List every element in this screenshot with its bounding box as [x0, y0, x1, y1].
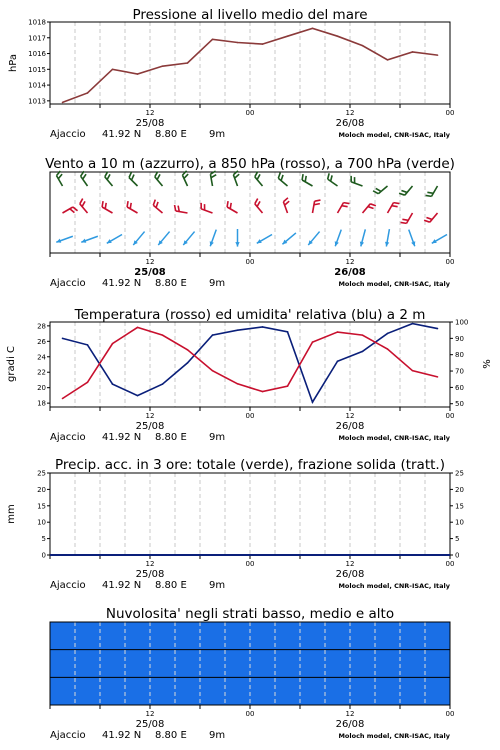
- cloud-cell: [350, 622, 376, 650]
- y-tick-label-right: 100: [455, 318, 469, 327]
- wind-arrow-head: [235, 242, 239, 247]
- cloud-cell: [100, 650, 126, 678]
- cloud-cell: [200, 677, 226, 705]
- y-tick-label: 1017: [28, 34, 46, 43]
- humidity-line-point: [337, 360, 339, 362]
- date-label: 26/08: [335, 719, 365, 730]
- wind-barb-feather: [153, 200, 155, 206]
- y-tick-label: 0: [41, 551, 46, 560]
- location-alt: 9m: [209, 432, 226, 443]
- wind-barb-feather: [257, 201, 260, 206]
- plot-frame: [50, 22, 450, 104]
- x-tick-label: 12: [145, 258, 155, 266]
- pressure-line-point: [137, 73, 139, 75]
- cloud-cell: [425, 622, 451, 650]
- wind-barb-feather: [132, 175, 134, 180]
- location-lat: 41.92 N: [102, 730, 142, 741]
- cloud-cell: [175, 677, 201, 705]
- wind-barb-feather: [285, 201, 290, 205]
- cloud-cell: [275, 650, 301, 678]
- wind-barb-feather: [305, 176, 306, 182]
- humidity-line-point: [212, 334, 214, 336]
- cloud-cell: [250, 677, 276, 705]
- wind-barb-feather: [156, 202, 158, 208]
- x-tick-label: 00: [245, 412, 255, 420]
- cloud-cell: [50, 622, 76, 650]
- cloud-cell: [275, 622, 301, 650]
- wind-barb-feather: [178, 206, 179, 212]
- location-lat: 41.92 N: [102, 278, 142, 289]
- y-tick-label-right: 15: [455, 502, 464, 511]
- cloud-cell: [425, 677, 451, 705]
- wind-barb-feather: [394, 203, 400, 204]
- wind-barb: [313, 201, 315, 213]
- pressure-line-point: [162, 65, 164, 67]
- y-tick-label: 28: [37, 322, 46, 331]
- y-axis-label: hPa: [8, 53, 19, 73]
- cloud-cell: [175, 622, 201, 650]
- temperature-line-point: [212, 370, 214, 372]
- y-tick-label: 22: [37, 368, 46, 377]
- wind-barb-feather: [184, 174, 188, 178]
- pressure-line-point: [62, 102, 64, 104]
- wind-barb-feather: [257, 174, 260, 179]
- y-tick-label: 25: [37, 469, 46, 478]
- y-tick-label-right: 90: [455, 334, 464, 343]
- date-label: 26/08: [334, 267, 366, 278]
- date-label: 25/08: [135, 719, 165, 730]
- wind-barb-feather: [344, 203, 350, 204]
- pressure-line-point: [287, 35, 289, 37]
- y-tick-label: 15: [37, 502, 46, 511]
- wind-barb: [102, 207, 112, 213]
- wind-barb-feather: [315, 200, 321, 201]
- cloud-cell: [150, 677, 176, 705]
- wind-barb-feather: [230, 203, 231, 209]
- wind-barb: [227, 207, 237, 213]
- cloud-cell: [50, 677, 76, 705]
- wind-barb: [176, 211, 188, 213]
- x-tick-label: 12: [345, 109, 355, 117]
- pressure-line-point: [312, 28, 314, 30]
- pressure-chart: [8, 7, 454, 140]
- x-tick-label: 00: [445, 109, 455, 117]
- cloud-cell: [400, 677, 426, 705]
- humidity-line-point: [137, 395, 139, 397]
- humidity-line-point: [312, 401, 314, 403]
- x-tick-label: 00: [245, 560, 255, 568]
- cloud-cell: [300, 622, 326, 650]
- wind-chart: [45, 156, 455, 289]
- temperature-line-point: [187, 349, 189, 351]
- precipitation-chart: [6, 457, 464, 591]
- x-tick-label: 00: [445, 710, 455, 718]
- temperature-line-point: [262, 391, 264, 393]
- wind-barb-feather: [127, 201, 128, 207]
- temperature-line-point: [162, 334, 164, 336]
- y-tick-label: 20: [37, 485, 46, 494]
- cloud-cell: [225, 622, 251, 650]
- date-label: 25/08: [135, 118, 165, 129]
- y-tick-label-right: 70: [455, 367, 464, 376]
- cloud-cell: [325, 677, 351, 705]
- wind-barb-feather: [401, 190, 407, 192]
- pressure-line-point: [87, 92, 89, 94]
- wind-arrow-head: [335, 241, 339, 246]
- location-name: Ajaccio: [50, 730, 86, 741]
- chart-title: Pressione al livello medio del mare: [132, 7, 368, 23]
- x-tick-label: 12: [345, 258, 355, 266]
- y-tick-label: 5: [41, 535, 46, 544]
- y-tick-label-right: 60: [455, 383, 464, 392]
- cloud-cell: [225, 677, 251, 705]
- model-credit: Moloch model, CNR-ISAC, Italy: [338, 732, 450, 740]
- cloud-cell: [100, 622, 126, 650]
- location-lon: 8.80 E: [155, 730, 187, 741]
- wind-arrow-head: [411, 241, 415, 246]
- wind-barb-feather: [283, 198, 288, 202]
- location-lat: 41.92 N: [102, 129, 142, 140]
- location-alt: 9m: [209, 580, 226, 591]
- location-name: Ajaccio: [50, 129, 86, 140]
- date-label: 26/08: [335, 118, 365, 129]
- cloud-cell: [375, 650, 401, 678]
- y-tick-label: 18: [37, 399, 46, 408]
- cloud-cell: [400, 650, 426, 678]
- model-credit: Moloch model, CNR-ISAC, Italy: [338, 280, 450, 288]
- humidity-line-point: [87, 344, 89, 346]
- wind-barb-feather: [175, 205, 176, 211]
- cloud-cell: [325, 650, 351, 678]
- pressure-line-point: [362, 45, 364, 47]
- y-tick-label-right: 20: [455, 485, 464, 494]
- x-tick-label: 00: [445, 258, 455, 266]
- y-tick-label-right: 5: [455, 535, 460, 544]
- y-tick-label-right: 80: [455, 351, 464, 360]
- location-lon: 8.80 E: [155, 278, 187, 289]
- cloud-cell: [250, 622, 276, 650]
- temperature-line-point: [287, 385, 289, 387]
- cloud-cell: [375, 677, 401, 705]
- cloud-cell: [350, 677, 376, 705]
- x-tick-label: 12: [345, 560, 355, 568]
- y-axis-label-right: %: [482, 359, 493, 369]
- x-tick-label: 12: [145, 412, 155, 420]
- wind-barb: [430, 213, 438, 222]
- wind-barb-feather: [157, 174, 160, 179]
- y-axis-label: mm: [6, 504, 17, 524]
- location-alt: 9m: [209, 129, 226, 140]
- x-tick-label: 00: [245, 109, 255, 117]
- wind-barb-feather: [370, 204, 376, 206]
- location-lat: 41.92 N: [102, 580, 142, 591]
- wind-barb-feather: [302, 174, 303, 180]
- temperature-line-point: [337, 331, 339, 333]
- wind-barb: [129, 178, 137, 186]
- cloud-cell: [300, 650, 326, 678]
- wind-arrow-head: [210, 241, 214, 246]
- location-alt: 9m: [209, 730, 226, 741]
- location-name: Ajaccio: [50, 278, 86, 289]
- date-label: 25/08: [135, 421, 165, 432]
- cloud-cell: [75, 622, 101, 650]
- wind-barb-feather: [376, 188, 381, 191]
- x-tick-label: 12: [345, 412, 355, 420]
- wind-barb-feather: [401, 222, 407, 223]
- chart-title: Vento a 10 m (azzurro), a 850 hPa (rosso), a 700 hPa (verde): [45, 156, 455, 172]
- y-tick-label: 24: [37, 353, 46, 362]
- temperature-line-point: [437, 376, 439, 378]
- wind-barb-feather: [211, 175, 216, 178]
- y-tick-label: 20: [37, 384, 46, 393]
- cloud-cell: [350, 650, 376, 678]
- location-name: Ajaccio: [50, 580, 86, 591]
- wind-barb: [153, 205, 162, 213]
- x-tick-label: 12: [345, 710, 355, 718]
- y-tick-label-right: 50: [455, 400, 464, 409]
- wind-barb-feather: [105, 203, 106, 209]
- cloud-cell: [125, 622, 151, 650]
- model-credit: Moloch model, CNR-ISAC, Italy: [338, 434, 450, 442]
- cloud-cell: [125, 677, 151, 705]
- location-alt: 9m: [209, 278, 226, 289]
- temperature-line-point: [62, 398, 64, 400]
- wind-barb: [407, 213, 413, 223]
- cloud-cell: [200, 622, 226, 650]
- y-tick-label-right: 10: [455, 518, 464, 527]
- wind-barb-feather: [58, 174, 62, 179]
- x-tick-label: 00: [445, 412, 455, 420]
- wind-arrow-head: [81, 239, 86, 243]
- cloud-cell: [275, 677, 301, 705]
- pressure-line-point: [262, 43, 264, 45]
- y-tick-label: 1016: [28, 50, 46, 59]
- humidity-line-point: [287, 331, 289, 333]
- wind-barb: [351, 182, 362, 186]
- wind-barb-feather: [80, 199, 83, 204]
- temperature-line-point: [312, 341, 314, 343]
- wind-barb-feather: [227, 201, 228, 207]
- pressure-line-point: [187, 62, 189, 64]
- y-tick-label: 1014: [28, 81, 46, 90]
- wind-arrow-head: [56, 239, 61, 243]
- wind-barb-feather: [426, 217, 432, 219]
- location-lon: 8.80 E: [155, 129, 187, 140]
- location-lon: 8.80 E: [155, 432, 187, 443]
- x-tick-label: 00: [245, 258, 255, 266]
- y-tick-label: 10: [37, 518, 46, 527]
- x-tick-label: 12: [145, 109, 155, 117]
- wind-barb: [338, 203, 344, 213]
- model-credit: Moloch model, CNR-ISAC, Italy: [338, 582, 450, 590]
- wind-barb-feather: [82, 201, 85, 206]
- wind-barb: [432, 186, 438, 196]
- humidity-line-point: [412, 323, 414, 325]
- cloud-cell: [375, 622, 401, 650]
- wind-barb-feather: [426, 195, 432, 196]
- y-tick-label-right: 25: [455, 469, 464, 478]
- wind-barb-feather: [102, 201, 103, 207]
- humidity-line-point: [162, 383, 164, 385]
- chart-title: Precip. acc. in 3 ore: totale (verde), frazione solida (tratt.): [55, 457, 445, 473]
- wind-barb-feather: [392, 206, 398, 207]
- x-tick-label: 12: [145, 560, 155, 568]
- chart-title: Temperatura (rosso) ed umidita' relativa (blu) a 2 m: [74, 307, 426, 323]
- y-tick-label: 1018: [28, 18, 46, 27]
- pressure-line-point: [337, 35, 339, 37]
- x-tick-label: 00: [245, 710, 255, 718]
- pressure-line-point: [212, 39, 214, 41]
- y-tick-label: 26: [37, 337, 46, 346]
- temperature-line-point: [387, 348, 389, 350]
- wind-barb-feather: [427, 192, 433, 193]
- y-tick-label: 1015: [28, 65, 46, 74]
- wind-barb-feather: [342, 206, 348, 207]
- y-axis-label: gradi C: [6, 346, 17, 382]
- cloud-cell: [200, 650, 226, 678]
- temperature-line-point: [112, 343, 114, 345]
- cloud-cover-chart: [50, 606, 454, 741]
- cloud-cell: [400, 622, 426, 650]
- humidity-line-point: [362, 351, 364, 353]
- temperature-line-point: [412, 370, 414, 372]
- cloud-cell: [150, 622, 176, 650]
- wind-barb-feather: [331, 175, 332, 181]
- cloud-cell: [75, 650, 101, 678]
- cloud-cell: [225, 650, 251, 678]
- wind-barb: [388, 203, 394, 213]
- pressure-line-point: [412, 51, 414, 53]
- wind-barb-feather: [129, 172, 131, 177]
- wind-barb-feather: [278, 173, 280, 179]
- wind-barb-feather: [368, 207, 374, 209]
- cloud-cell: [100, 677, 126, 705]
- humidity-line-point: [62, 338, 64, 340]
- wind-barb: [302, 180, 312, 186]
- wind-barb-feather: [130, 203, 131, 209]
- date-label: 25/08: [134, 267, 166, 278]
- wind-barb-feather: [235, 174, 240, 178]
- wind-barb: [210, 174, 212, 186]
- cloud-cell: [75, 677, 101, 705]
- temperature-line-point: [362, 334, 364, 336]
- humidity-line: [63, 324, 438, 402]
- pressure-line-point: [387, 59, 389, 61]
- wind-barb-feather: [255, 199, 258, 204]
- chart-title: Nuvolosita' negli strati basso, medio e alto: [105, 606, 395, 622]
- y-tick-label: 1013: [28, 97, 46, 106]
- pressure-line-point: [437, 54, 439, 56]
- pressure-line-point: [237, 42, 239, 44]
- cloud-cell: [325, 622, 351, 650]
- cloud-cell: [125, 650, 151, 678]
- temperature-line-point: [137, 327, 139, 329]
- wind-barb-feather: [402, 219, 408, 220]
- wind-barb: [201, 209, 212, 213]
- humidity-line-point: [237, 329, 239, 331]
- location-lon: 8.80 E: [155, 580, 187, 591]
- cloud-cell: [50, 650, 76, 678]
- location-name: Ajaccio: [50, 432, 86, 443]
- wind-barb: [363, 204, 371, 213]
- wind-barb-feather: [107, 174, 110, 179]
- temperature-humidity-chart: [6, 307, 493, 443]
- date-label: 25/08: [135, 569, 165, 580]
- wind-barb-feather: [314, 204, 320, 205]
- cloud-cell: [175, 650, 201, 678]
- wind-barb-feather: [373, 191, 378, 194]
- wind-barb: [405, 186, 413, 195]
- wind-barb: [278, 178, 287, 186]
- date-label: 26/08: [335, 421, 365, 432]
- cloud-cell: [300, 677, 326, 705]
- plot-frame: [50, 473, 450, 555]
- wind-barb: [328, 179, 338, 186]
- cloud-cell: [425, 650, 451, 678]
- humidity-line-point: [187, 362, 189, 364]
- wind-barb-feather: [83, 174, 86, 179]
- wind-barb-feather: [70, 209, 75, 213]
- x-tick-label: 00: [445, 560, 455, 568]
- wind-barb-feather: [281, 175, 283, 181]
- model-credit: Moloch model, CNR-ISAC, Italy: [338, 131, 450, 139]
- wind-barb: [127, 207, 137, 213]
- humidity-line-point: [262, 326, 264, 328]
- y-tick-label-right: 0: [455, 551, 460, 560]
- pressure-line-point: [112, 69, 114, 71]
- cloud-cell: [250, 650, 276, 678]
- location-lat: 41.92 N: [102, 432, 142, 443]
- temperature-line-point: [87, 381, 89, 383]
- cloud-cell: [150, 650, 176, 678]
- temperature-line-point: [237, 383, 239, 385]
- humidity-line-point: [387, 333, 389, 335]
- wind-barb-feather: [328, 173, 329, 179]
- date-label: 26/08: [335, 569, 365, 580]
- humidity-line-point: [112, 383, 114, 385]
- x-tick-label: 12: [145, 710, 155, 718]
- humidity-line-point: [437, 328, 439, 330]
